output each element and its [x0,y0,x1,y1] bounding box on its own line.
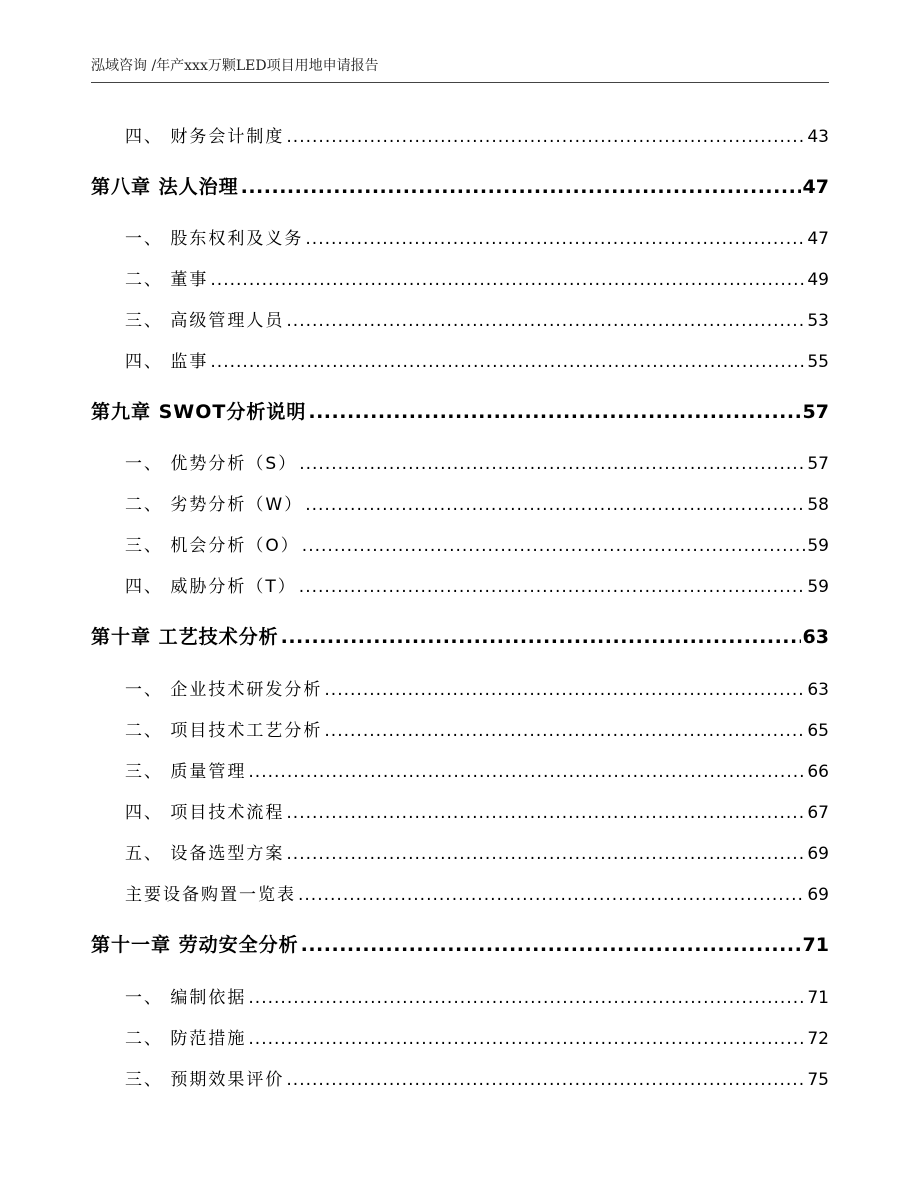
toc-entry[interactable] [0,716,920,746]
toc-leader [299,577,806,597]
toc-entry-page: 71 [807,988,829,1008]
toc-chapter-title: 第十一章 劳动安全分析 [91,934,299,956]
toc-entry-title: 五、 设备选型方案 [125,844,285,864]
toc-leader [299,454,805,474]
toc-entry-title: 三、 预期效果评价 [125,1070,285,1090]
toc-entry-title: 四、 监事 [125,352,209,372]
toc-entry-page: 57 [807,454,829,474]
toc-chapter[interactable] [0,622,920,652]
toc-entry-page: 59 [807,536,829,556]
toc-entry-title: 三、 质量管理 [125,762,247,782]
toc-entry-page: 58 [807,495,829,515]
toc-leader [210,270,805,290]
toc-entry-page: 49 [807,270,829,290]
toc-entry-page: 63 [807,680,829,700]
toc-entry[interactable] [0,265,920,295]
toc-leader [298,885,805,905]
toc-leader [286,803,805,823]
toc-entry-page: 55 [807,352,829,372]
toc-entry-page: 66 [807,762,829,782]
toc-leader [248,988,805,1008]
toc-entry-page: 59 [807,577,829,597]
toc-entry-title: 一、 股东权利及义务 [125,229,304,249]
toc-entry-title: 主要设备购置一览表 [125,885,296,905]
toc-entry[interactable] [0,1065,920,1095]
toc-entry-title: 三、 高级管理人员 [125,311,285,331]
toc-entry[interactable] [0,983,920,1013]
toc-chapter-page: 63 [802,626,829,648]
header-rule [91,82,829,83]
toc-chapter-page: 57 [802,401,829,423]
toc-entry-page: 53 [807,311,829,331]
toc-entry-title: 四、 威胁分析（T） [125,577,297,597]
toc-leader [301,934,801,956]
toc-entry[interactable] [0,531,920,561]
toc-entry-page: 47 [807,229,829,249]
toc-entry-page: 72 [807,1029,829,1049]
toc-entry[interactable] [0,880,920,910]
toc-entry[interactable] [0,449,920,479]
toc-leader [324,680,805,700]
toc-entry[interactable] [0,675,920,705]
toc-entry-title: 一、 编制依据 [125,988,247,1008]
toc-leader [286,1070,805,1090]
toc-leader [308,401,800,423]
toc-entry[interactable] [0,757,920,787]
toc-entry-page: 75 [807,1070,829,1090]
toc-entry[interactable] [0,122,920,152]
toc-entry[interactable] [0,1024,920,1054]
toc-entry[interactable] [0,572,920,602]
toc-chapter-page: 71 [802,934,829,956]
toc-entry-title: 二、 项目技术工艺分析 [125,721,323,741]
toc-entry[interactable] [0,347,920,377]
toc-leader [305,229,805,249]
toc-chapter-page: 47 [802,176,829,198]
toc-chapter-title: 第九章 SWOT分析说明 [91,401,307,423]
toc-entry-title: 二、 劣势分析（W） [125,495,304,515]
toc-chapter[interactable] [0,172,920,202]
toc-entry-page: 67 [807,803,829,823]
toc-entry-title: 四、 财务会计制度 [125,127,285,147]
page-header: 泓域咨询 /年产xxx万颗LED项目用地申请报告 [91,58,379,74]
toc-leader [241,176,801,198]
toc-entry-title: 二、 董事 [125,270,209,290]
toc-entry[interactable] [0,839,920,869]
toc-entry[interactable] [0,798,920,828]
toc-entry-title: 二、 防范措施 [125,1029,247,1049]
toc-leader [286,127,805,147]
toc-entry[interactable] [0,490,920,520]
toc-leader [248,762,805,782]
toc-entry-title: 一、 优势分析（S） [125,454,298,474]
toc-leader [286,311,805,331]
toc-leader [305,495,805,515]
toc-leader [286,844,805,864]
toc-leader [302,536,806,556]
toc-entry-title: 三、 机会分析（O） [125,536,300,556]
toc-chapter[interactable] [0,930,920,960]
toc-entry-page: 65 [807,721,829,741]
toc-leader [324,721,805,741]
toc-chapter[interactable] [0,397,920,427]
toc-leader [248,1029,805,1049]
toc-chapter-title: 第八章 法人治理 [91,176,239,198]
toc-entry-title: 一、 企业技术研发分析 [125,680,323,700]
toc-entry-page: 43 [807,127,829,147]
toc-entry[interactable] [0,306,920,336]
toc-entry-page: 69 [807,844,829,864]
toc-chapter-title: 第十章 工艺技术分析 [91,626,279,648]
toc-entry-page: 69 [807,885,829,905]
toc-entry-title: 四、 项目技术流程 [125,803,285,823]
toc-leader [210,352,805,372]
toc-leader [281,626,801,648]
toc-entry[interactable] [0,224,920,254]
